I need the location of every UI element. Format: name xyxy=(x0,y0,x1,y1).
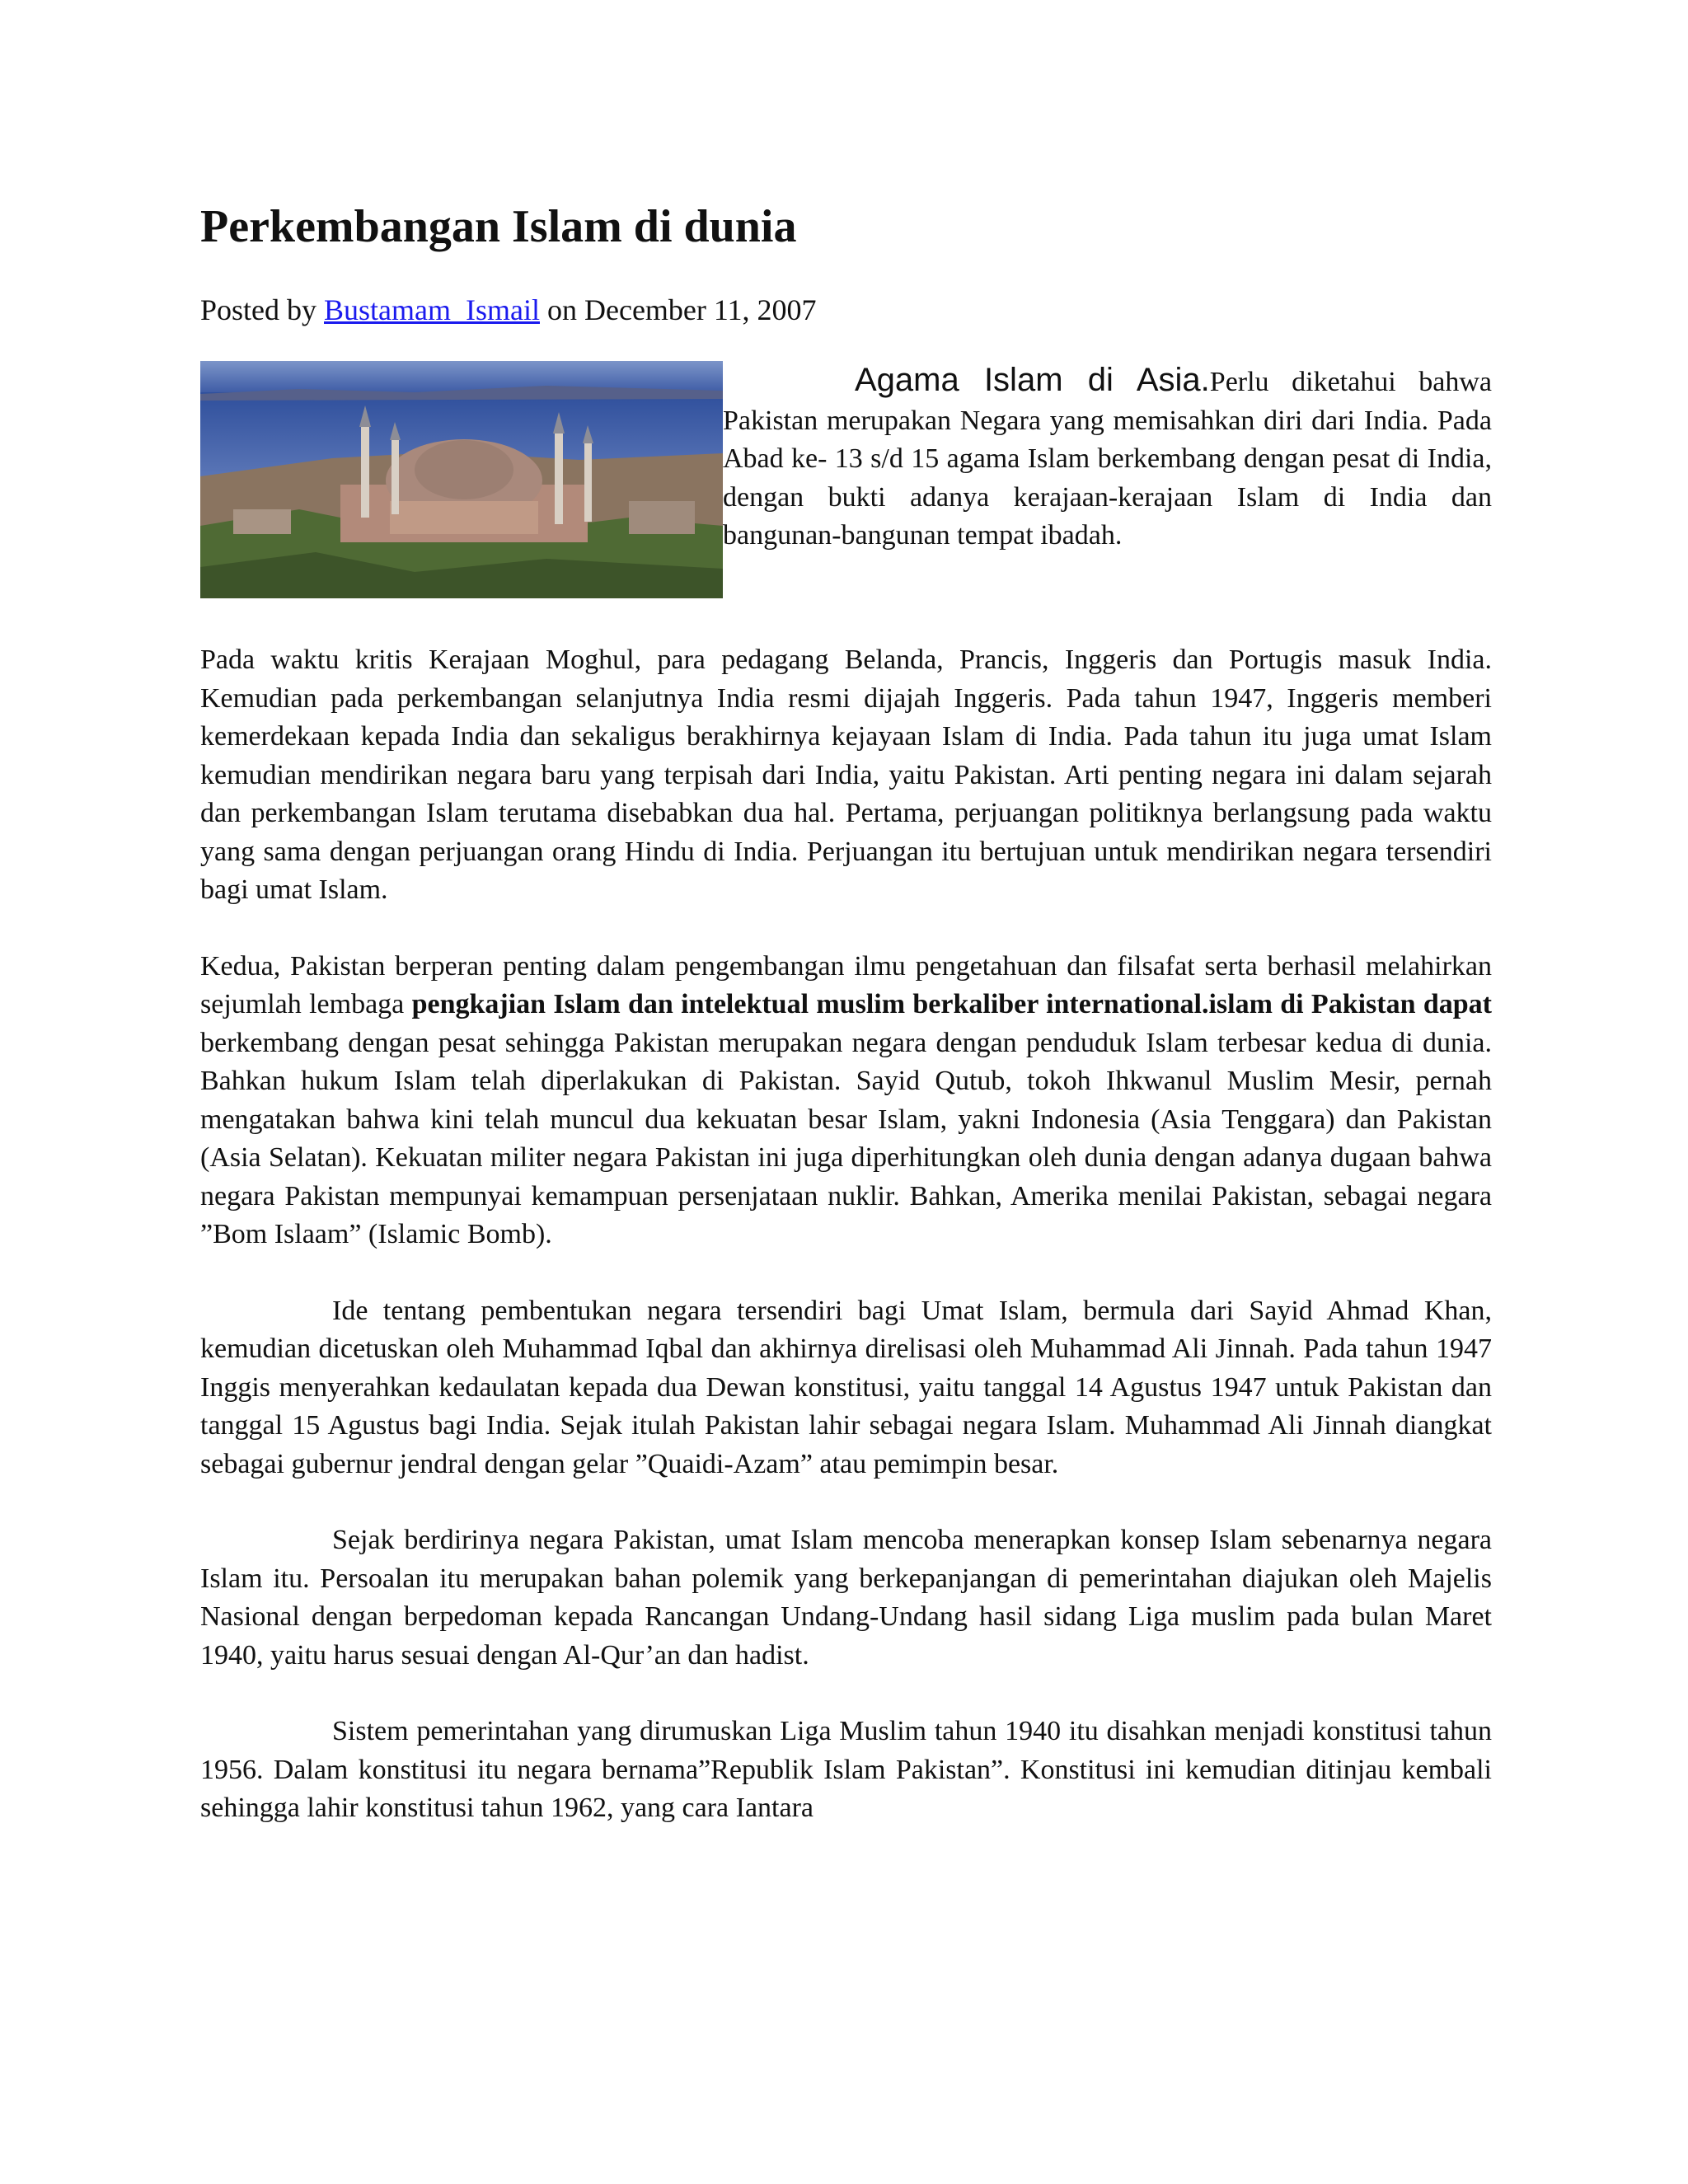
page-title: Perkembangan Islam di dunia xyxy=(200,201,797,252)
paragraph-5: Sistem pemerintahan yang dirumuskan Liga Muslim tahun 1940 itu disahkan menjadi konstitusi tahun 1956. Dalam konstitusi itu negara bernama”Republik Islam Pakistan”. Konstitusi ini kemudian ditinjau kembali sehingga lahir konstitusi tahun 1962, yang cara Iantara xyxy=(200,1716,1492,1823)
section-heading: Agama Islam di Asia. xyxy=(855,362,1210,398)
document-page xyxy=(200,198,1492,1828)
byline-prefix: Posted by xyxy=(200,293,317,326)
author-link[interactable]: Bustamam_Ismail xyxy=(324,293,540,326)
mosque-photo xyxy=(200,361,723,598)
paragraph-2-end: berkembang dengan pesat sehingga Pakistan merupakan negara dengan penduduk Islam terbesar kedua di dunia. Bahkan hukum Islam telah diperlakukan di Pakistan. Sayid Qutub, tokoh Ihkwanul Muslim Mesir, pernah mengatakan bahwa kini telah muncul dua kekuatan besar Islam, yakni Indonesia (Asia Tenggara) dan Pakistan (Asia Selatan). Kekuatan militer negara Pakistan ini juga diperhitungkan oleh dunia dengan adanya dugaan bahwa negara Pakistan mempunyai kemampuan persenjataan nuklir. Bahkan, Amerika menilai Pakistan, sebagai negara ”Bom Islaam” (Islamic Bomb). xyxy=(200,1027,1492,1249)
intro-body: Perlu diketahui bahwa Pakistan merupakan Negara yang memisahkan diri dari India. Pada Abad ke- 13 s/d 15 agama Islam berkembang dengan pesat di India, dengan bukti adanya kerajaan-kerajaan Islam di India dan bangunan-bangunan tempat ibadah. xyxy=(723,367,1492,551)
paragraph-1: Pada waktu kritis Kerajaan Moghul, para pedagang Belanda, Prancis, Inggeris dan Portugis masuk India. Kemudian pada perkembangan selanjutnya India resmi dijajah Inggeris. Pada tahun 1947, Inggeris memberi kemerdekaan kepada India dan sekaligus berakhirnya kejayaan Islam di India. Pada tahun itu juga umat Islam kemudian mendirikan negara baru yang terpisah dari India, yaitu Pakistan. Arti penting negara ini dalam sejarah dan perkembangan Islam terutama disebabkan dua hal. Pertama, perjuangan politiknya berlangsung pada waktu yang sama dengan perjuangan orang Hindu di India. Perjuangan itu bertujuan untuk mendirikan negara tersendiri bagi umat Islam. xyxy=(200,644,1492,905)
paragraph-2-bold: pengkajian Islam dan intelektual muslim berkaliber international.islam di Pakistan dapat xyxy=(411,989,1492,1019)
paragraph-2-start: Kedua, Pakistan berperan penting dalam pengembangan ilmu pengetahuan dan filsafat serta berhasil melahirkan sejumlah lembaga xyxy=(200,950,1492,1019)
byline-date: on December 11, 2007 xyxy=(546,293,817,326)
intro-section xyxy=(200,361,1492,600)
byline xyxy=(200,292,1492,328)
paragraph-4: Sejak berdirinya negara Pakistan, umat Islam mencoba menerapkan konsep Islam sebenarnya negara Islam itu. Persoalan itu merupakan bahan polemik yang berkepanjangan di pemerintahan diajukan oleh Majelis Nasional dengan berpedoman kepada Rancangan Undang-Undang hasil sidang Liga muslim pada bulan Maret 1940, yaitu harus sesuai dengan Al-Qur’an dan hadist. xyxy=(200,1525,1492,1671)
paragraph-3: Ide tentang pembentukan negara tersendiri bagi Umat Islam, bermula dari Sayid Ahmad Khan, kemudian dicetuskan oleh Muhammad Iqbal dan akhirnya direlisasi oleh Muhammad Ali Jinnah. Pada tahun 1947 Inggis menyerahkan kedaulatan kepada dua Dewan konstitusi, yaitu tanggal 14 Agustus 1947 untuk Pakistan dan tanggal 15 Agustus bagi India. Sejak itulah Pakistan lahir sebagai negara Islam. Muhammad Ali Jinnah diangkat sebagai gubernur jendral dengan gelar ”Quaidi-Azam” atau pemimpin besar. xyxy=(200,1295,1492,1479)
paragraph-2 xyxy=(200,948,1492,1254)
intro-text xyxy=(723,361,1492,555)
